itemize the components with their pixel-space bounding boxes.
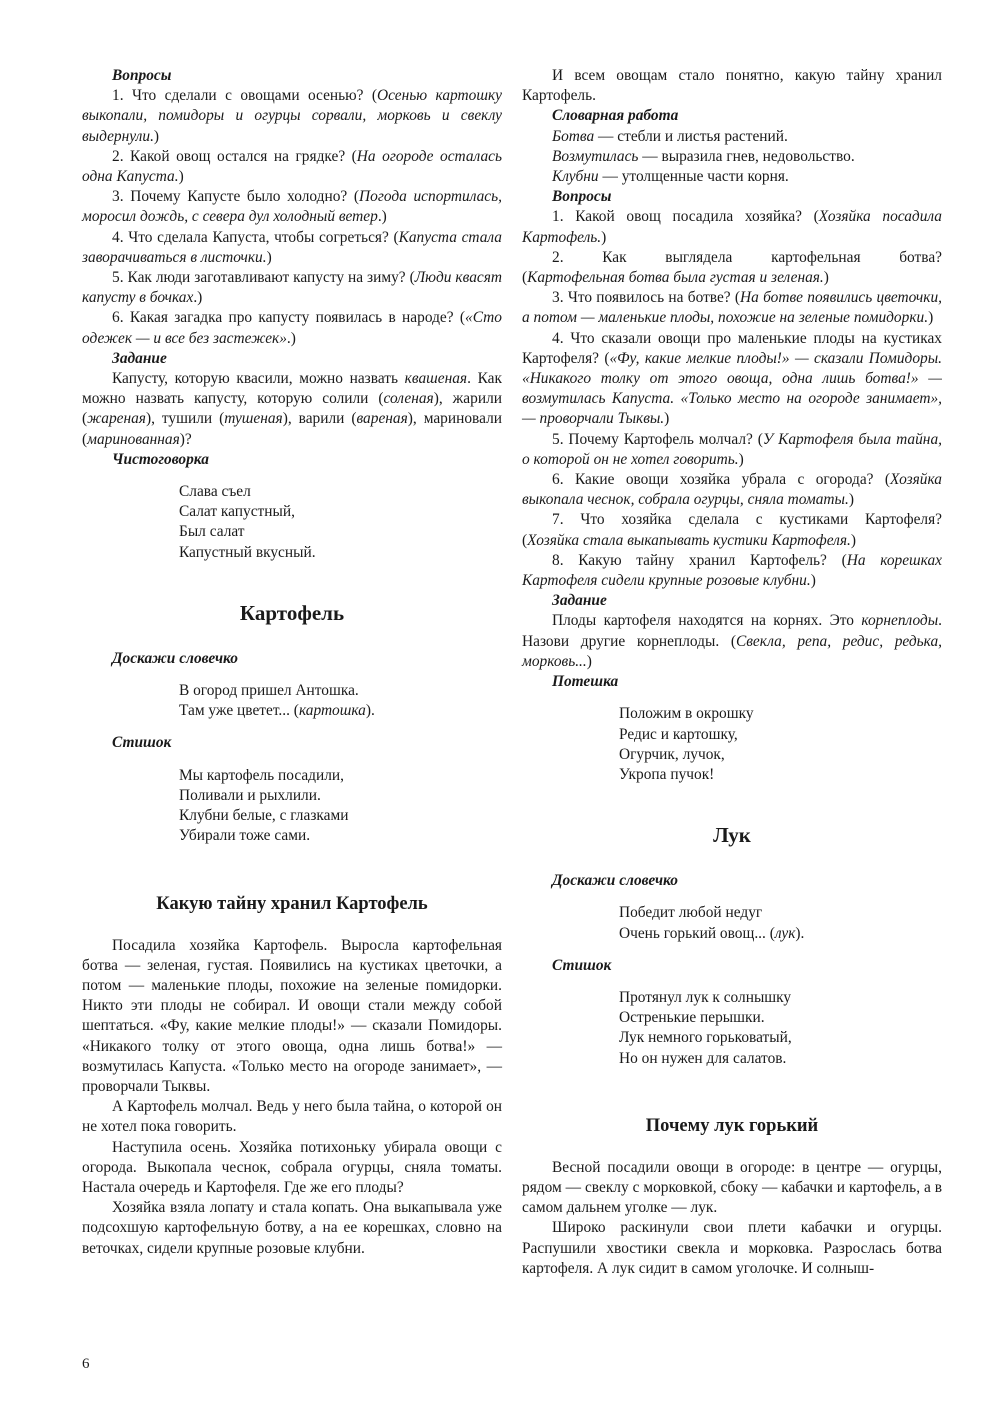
story-paragraph: А Картофель молчал. Ведь у него была тайна, о которой он не хотел пока говорить.: [82, 1098, 502, 1136]
vocab-item: Клубни — утолщенные части корня.: [552, 168, 789, 186]
section-title-onion: Лук: [713, 823, 751, 848]
story-paragraph: Наступила осень. Хозяйка потихоньку убирала овощи с огорода. Выкопала чеснок, собрала огурцы, сняла томаты. Настала очередь и Картофеля. Где же его плоды?: [82, 1138, 502, 1196]
story-paragraph: Хозяйка взяла лопату и стала копать. Она выкапывала уже подсохшую картофельную ботву, а на ее корешках, словно на веточках, сидели крупные розовые клубни.: [82, 1199, 502, 1257]
story-ending: И всем овощам стало понятно, какую тайну хранил Картофель.: [522, 67, 942, 105]
poem-label: Стишок: [112, 734, 172, 752]
question-5: 5. Как люди заготавливают капусту на зиму? (Люди квасят капусту в бочках.): [82, 269, 502, 307]
task-label: Задание: [552, 592, 607, 610]
questions-label: Вопросы: [552, 188, 612, 206]
vocab-item: Ботва — стебли и листья растений.: [552, 127, 788, 145]
question-3: 3. Что появилось на ботве? (На ботве появились цветочки, а потом — маленькие плоды, похожие на зеленые помидорки.): [522, 289, 942, 327]
question-1: 1. Какой овощ посадила хозяйка? (Хозяйка посадила Картофель.): [522, 208, 942, 246]
question-2: 2. Как выглядела картофельная ботва?: [552, 248, 942, 266]
page-number: 6: [82, 1356, 90, 1372]
task-text: Капусту, которую квасили, можно назвать квашеная. Как можно назвать капусту, которую солили (соленая), жарили (жареная), тушили (тушеная), варили (вареная), мариновали (маринованная)?: [82, 370, 502, 448]
tongue-twister-label: Чистоговорка: [112, 450, 209, 468]
finish-word-riddle: Победит любой недуг Очень горький овощ... (лук).: [619, 904, 805, 942]
story-title-potato: Какую тайну хранил Картофель: [156, 893, 428, 914]
section-title-potato: Картофель: [239, 600, 345, 625]
task-label: Задание: [112, 349, 167, 367]
story-paragraph: Весной посадили овощи в огороде: в центре — огурцы, рядом — свеклу с морковкой, сбоку — кабачки и картофель, а в самом дальнем уголке — лук.: [522, 1158, 942, 1217]
nursery-rhyme: Положим в окрошку Редис и картошку, Огурчик, лучок, Укропа пучок!: [619, 705, 754, 783]
poem-onion: Протянул лук к солнышку Остренькие перышки. Лук немного горьковатый, Но он нужен для салатов.: [619, 988, 792, 1067]
finish-word-riddle: В огород пришел Антошка. Там уже цветет... (картошка).: [179, 682, 375, 720]
left-column: [82, 66, 502, 1259]
question-3: 3. Почему Капусте было холодно? (Погода испортилась, моросил дождь, с севера дул холодный ветер.): [82, 188, 502, 226]
nursery-rhyme-label: Потешка: [552, 673, 619, 691]
question-8: 8. Какую тайну хранил Картофель? (На корешках Картофеля сидели крупные розовые клубни.): [522, 551, 942, 590]
question-6: 6. Какая загадка про капусту появилась в народе? («Сто одежек — и все без застежек».): [82, 309, 502, 347]
vocab-item: Возмутилась — выразила гнев, недовольство.: [552, 147, 855, 165]
task-text: Плоды картофеля находятся на корнях. Это корнеплоды. Назови другие корнеплоды. (Свекла, репа, редис, редька, морковь...): [522, 612, 942, 670]
question-7: 7. Что хозяйка сделала с кустиками Картофеля?: [552, 511, 942, 529]
story-potato: [82, 936, 502, 1259]
question-5: 5. Почему Картофель молчал? (У Картофеля была тайна, о которой он не хотел говорить.): [522, 430, 942, 468]
question-4: 4. Что сказали овощи про маленькие плоды на кустиках Картофеля? («Фу, какие мелкие плоды!» — сказали Помидоры. «Никакого толку от этого овоща, одна лишь ботва!» — возмутилась Капуста. «Только место на огороде занимает», — проворчали Тыквы.): [522, 329, 942, 428]
tongue-twister: Слава съел Салат капустный, Был салат Капустный вкусный.: [179, 483, 316, 561]
poem-potato: Мы картофель посадили, Поливали и рыхлили. Клубни белые, с глазками Убирали тоже сами.: [179, 766, 349, 845]
question-2-answer: (Картофельная ботва была густая и зеленая.): [522, 269, 829, 287]
story-paragraph: Широко раскинули свои плети кабачки и огурцы. Распушили хвостики свекла и морковка. Разрослась ботва картофеля. А лук сидит в самом уголочке. И солныш-: [522, 1219, 942, 1277]
story-title-onion: Почему лук горький: [645, 1115, 819, 1136]
questions-label: Вопросы: [112, 67, 172, 84]
story-onion: [522, 1158, 942, 1279]
right-column: [522, 66, 942, 1279]
question-1: 1. Что сделали с овощами осенью? (Осенью картошку выкопали, помидоры и огурцы сорвали, морковь и свеклу выдернули.): [82, 87, 502, 145]
finish-word-label: Доскажи словечко: [112, 649, 238, 667]
question-2: 2. Какой овощ остался на грядке? (На огороде осталась одна Капуста.): [82, 147, 502, 186]
question-4: 4. Что сделала Капуста, чтобы согреться? (Капуста стала заворачиваться в листочки.): [82, 228, 502, 266]
question-6: 6. Какие овощи хозяйка убрала с огорода? (Хозяйка выкопала чеснок, собрала огурцы, сняла томаты.): [522, 471, 942, 509]
poem-label: Стишок: [552, 956, 612, 974]
vocabulary-label: Словарная работа: [552, 107, 679, 125]
story-paragraph: Посадила хозяйка Картофель. Выросла картофельная ботва — зеленая, густая. Появились на кустиках цветочки, а потом — маленькие плоды, похожие на зеленые помидорки. Никто эти плоды не собирал. И овощи стали между собой шептаться. «Фу, какие мелкие плоды!» — сказали Помидоры. «Никакого толку от этого овоща, одна лишь ботва!» — возмутилась Капуста. «Только место на огороде занимает», — проворчали Тыквы.: [82, 936, 502, 1095]
question-7-answer: (Хозяйка стала выкапывать кустики Картофеля.): [522, 531, 857, 549]
finish-word-label: Доскажи словечко: [552, 872, 678, 890]
